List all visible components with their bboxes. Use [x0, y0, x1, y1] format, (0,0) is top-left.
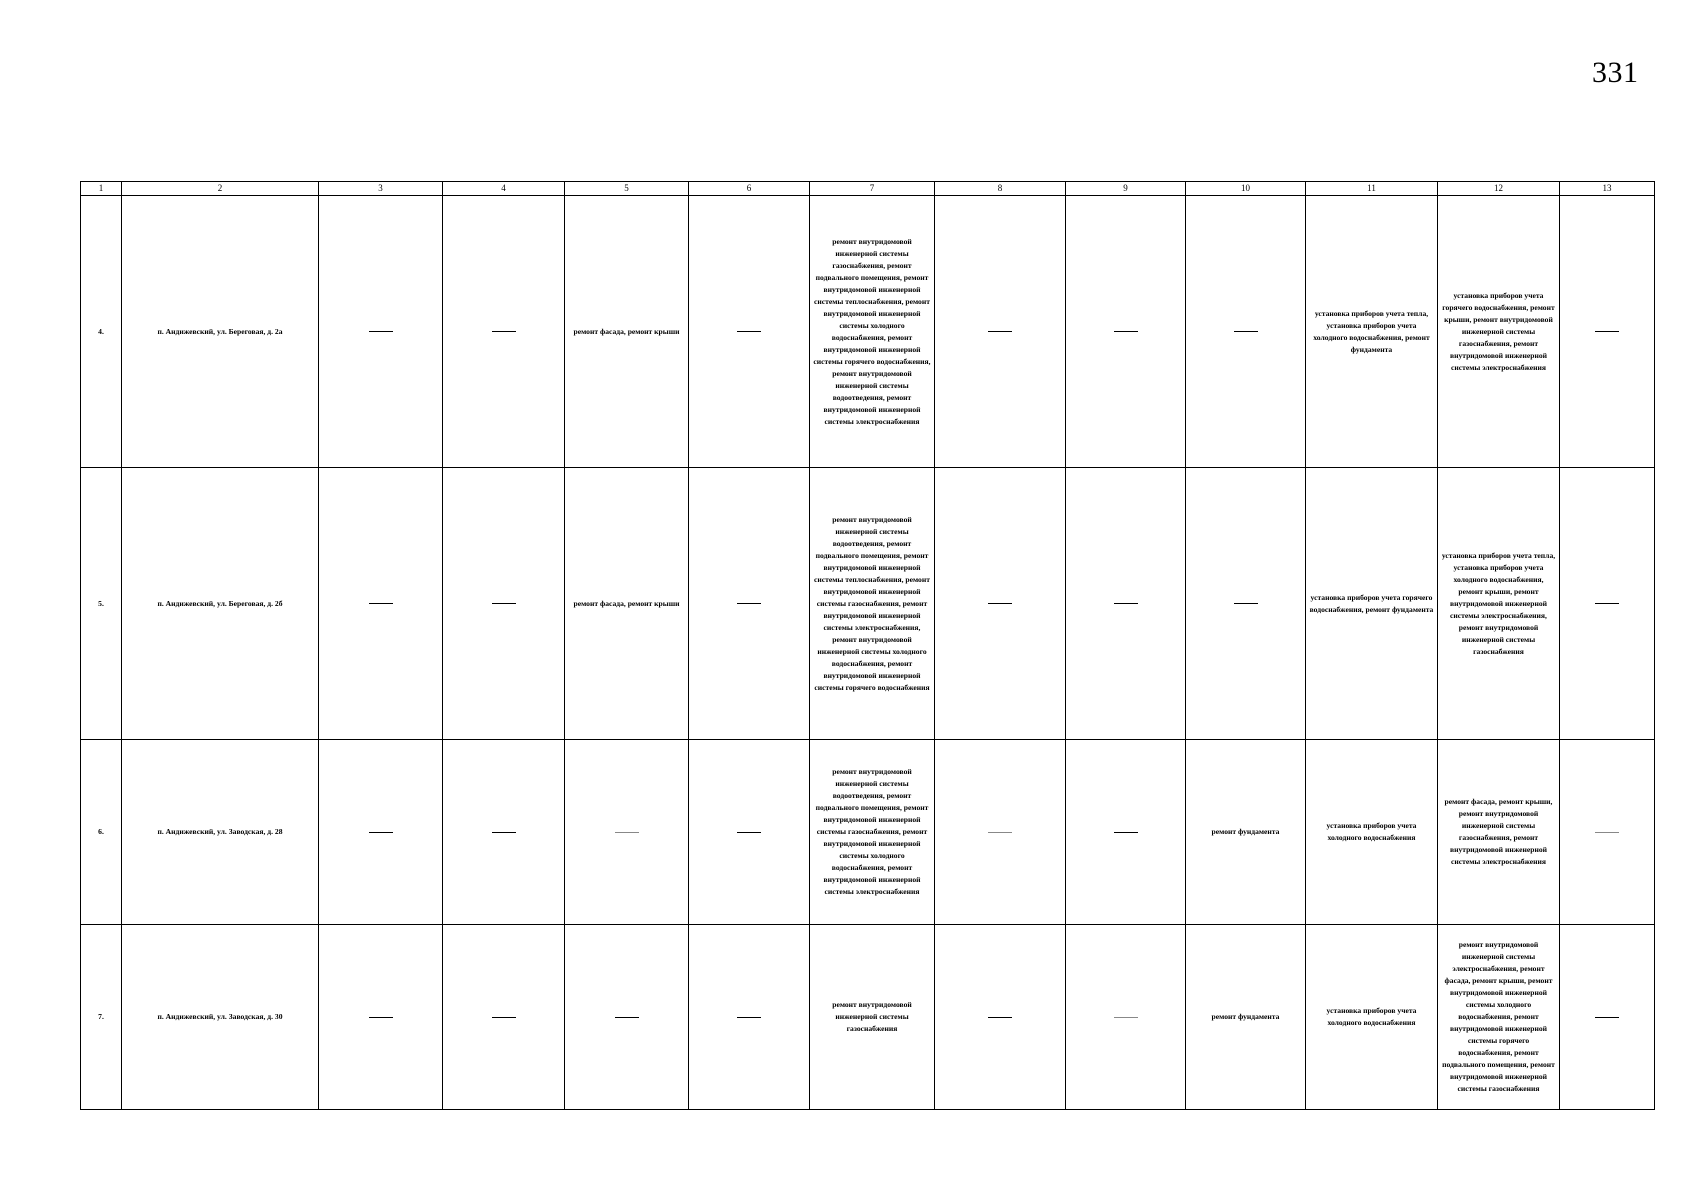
header-cell: 1	[81, 182, 122, 196]
work-cell: ремонт внутридомовой инженерной системы газоснабжения	[810, 925, 935, 1110]
table-row	[81, 740, 1655, 925]
empty-cell	[1186, 468, 1306, 740]
work-cell: ремонт фасада, ремонт крыши	[565, 196, 689, 468]
dash-mark	[492, 603, 516, 604]
dash-mark	[737, 1017, 761, 1018]
dash-mark	[737, 603, 761, 604]
dash-mark	[369, 1017, 393, 1018]
dash-mark	[1114, 603, 1138, 604]
header-cell: 5	[565, 182, 689, 196]
header-cell: 12	[1438, 182, 1560, 196]
table-row	[81, 925, 1655, 1110]
dash-mark	[1114, 331, 1138, 332]
empty-cell	[443, 468, 565, 740]
empty-cell	[935, 468, 1066, 740]
dash-mark	[369, 832, 393, 833]
empty-cell	[689, 196, 810, 468]
work-cell: ремонт внутридомовой инженерной системы газоснабжения, ремонт подвального помещения, ремонт внутридомовой инженерной системы теплоснабжения, ремонт внутридомовой инженерной системы холодного водоснабжения, ремонт внутридомовой инженерной системы горячего водоснабжения, ремонт внутридомовой инженерной системы водоотведения, ремонт внутридомовой инженерной системы электроснабжения	[810, 196, 935, 468]
header-cell: 7	[810, 182, 935, 196]
dash-mark	[737, 331, 761, 332]
dash-mark	[1595, 331, 1619, 332]
dash-mark	[1595, 1017, 1619, 1018]
empty-cell	[1560, 925, 1655, 1110]
address-cell: п. Андижевский, ул. Заводская, д. 28	[122, 740, 319, 925]
repair-schedule-table	[80, 181, 1655, 1110]
row-number: 4.	[81, 196, 122, 468]
empty-cell	[1066, 196, 1186, 468]
work-cell: установка приборов учета холодного водоснабжения	[1306, 740, 1438, 925]
empty-cell	[565, 740, 689, 925]
empty-cell	[1186, 196, 1306, 468]
empty-cell	[1066, 925, 1186, 1110]
empty-cell	[689, 925, 810, 1110]
work-cell: установка приборов учета горячего водоснабжения, ремонт крыши, ремонт внутридомовой инженерной системы газоснабжения, ремонт внутридомовой инженерной системы электроснабжения	[1438, 196, 1560, 468]
dash-mark	[1595, 832, 1619, 833]
empty-cell	[935, 925, 1066, 1110]
empty-cell	[319, 468, 443, 740]
work-cell: ремонт внутридомовой инженерной системы водоотведения, ремонт подвального помещения, ремонт внутридомовой инженерной системы теплоснабжения, ремонт внутридомовой инженерной системы газоснабжения, ремонт внутридомовой инженерной системы электроснабжения, ремонт внутридомовой инженерной системы холодного водоснабжения, ремонт внутридомовой инженерной системы горячего водоснабжения	[810, 468, 935, 740]
dash-mark	[988, 331, 1012, 332]
dash-mark	[615, 832, 639, 833]
dash-mark	[492, 832, 516, 833]
header-cell: 9	[1066, 182, 1186, 196]
dash-mark	[492, 1017, 516, 1018]
dash-mark	[1234, 603, 1258, 604]
work-cell: установка приборов учета тепла, установка приборов учета холодного водоснабжения, ремонт фундамента	[1306, 196, 1438, 468]
empty-cell	[1066, 740, 1186, 925]
empty-cell	[935, 196, 1066, 468]
empty-cell	[443, 740, 565, 925]
empty-cell	[443, 196, 565, 468]
address-cell: п. Андижевский, ул. Заводская, д. 30	[122, 925, 319, 1110]
empty-cell	[1560, 468, 1655, 740]
dash-mark	[369, 331, 393, 332]
table-row	[81, 196, 1655, 468]
header-cell: 11	[1306, 182, 1438, 196]
row-number: 7.	[81, 925, 122, 1110]
empty-cell	[443, 925, 565, 1110]
row-number: 5.	[81, 468, 122, 740]
dash-mark	[369, 603, 393, 604]
dash-mark	[1595, 603, 1619, 604]
work-cell: ремонт фундамента	[1186, 740, 1306, 925]
empty-cell	[935, 740, 1066, 925]
address-cell: п. Андижевский, ул. Береговая, д. 2б	[122, 468, 319, 740]
work-cell: установка приборов учета горячего водоснабжения, ремонт фундамента	[1306, 468, 1438, 740]
work-cell: установка приборов учета холодного водоснабжения	[1306, 925, 1438, 1110]
header-cell: 8	[935, 182, 1066, 196]
work-cell: установка приборов учета тепла, установка приборов учета холодного водоснабжения, ремонт крыши, ремонт внутридомовой инженерной системы электроснабжения, ремонт внутридомовой инженерной системы газоснабжения	[1438, 468, 1560, 740]
dash-mark	[988, 603, 1012, 604]
empty-cell	[565, 925, 689, 1110]
empty-cell	[319, 740, 443, 925]
dash-mark	[988, 1017, 1012, 1018]
header-cell: 4	[443, 182, 565, 196]
dash-mark	[1114, 832, 1138, 833]
dash-mark	[737, 832, 761, 833]
empty-cell	[1560, 740, 1655, 925]
address-cell: п. Андижевский, ул. Береговая, д. 2а	[122, 196, 319, 468]
dash-mark	[615, 1017, 639, 1018]
table-row	[81, 468, 1655, 740]
empty-cell	[1560, 196, 1655, 468]
header-cell: 3	[319, 182, 443, 196]
dash-mark	[492, 331, 516, 332]
empty-cell	[689, 468, 810, 740]
empty-cell	[319, 925, 443, 1110]
work-cell: ремонт фасада, ремонт крыши	[565, 468, 689, 740]
dash-mark	[1114, 1017, 1138, 1018]
header-cell: 13	[1560, 182, 1655, 196]
work-cell: ремонт внутридомовой инженерной системы водоотведения, ремонт подвального помещения, ремонт внутридомовой инженерной системы газоснабжения, ремонт внутридомовой инженерной системы холодного водоснабжения, ремонт внутридомовой инженерной системы электроснабжения	[810, 740, 935, 925]
empty-cell	[319, 196, 443, 468]
header-cell: 2	[122, 182, 319, 196]
work-cell: ремонт внутридомовой инженерной системы электроснабжения, ремонт фасада, ремонт крыши, ремонт внутридомовой инженерной системы холодного водоснабжения, ремонт внутридомовой инженерной системы горячего водоснабжения, ремонт подвального помещения, ремонт внутридомовой инженерной системы газоснабжения	[1438, 925, 1560, 1110]
row-number: 6.	[81, 740, 122, 925]
header-cell: 10	[1186, 182, 1306, 196]
work-cell: ремонт фасада, ремонт крыши, ремонт внутридомовой инженерной системы газоснабжения, ремонт внутридомовой инженерной системы электроснабжения	[1438, 740, 1560, 925]
empty-cell	[1066, 468, 1186, 740]
header-cell: 6	[689, 182, 810, 196]
empty-cell	[689, 740, 810, 925]
work-cell: ремонт фундамента	[1186, 925, 1306, 1110]
dash-mark	[1234, 331, 1258, 332]
dash-mark	[988, 832, 1012, 833]
header-row	[81, 182, 1655, 196]
page-number: 331	[1592, 56, 1639, 89]
